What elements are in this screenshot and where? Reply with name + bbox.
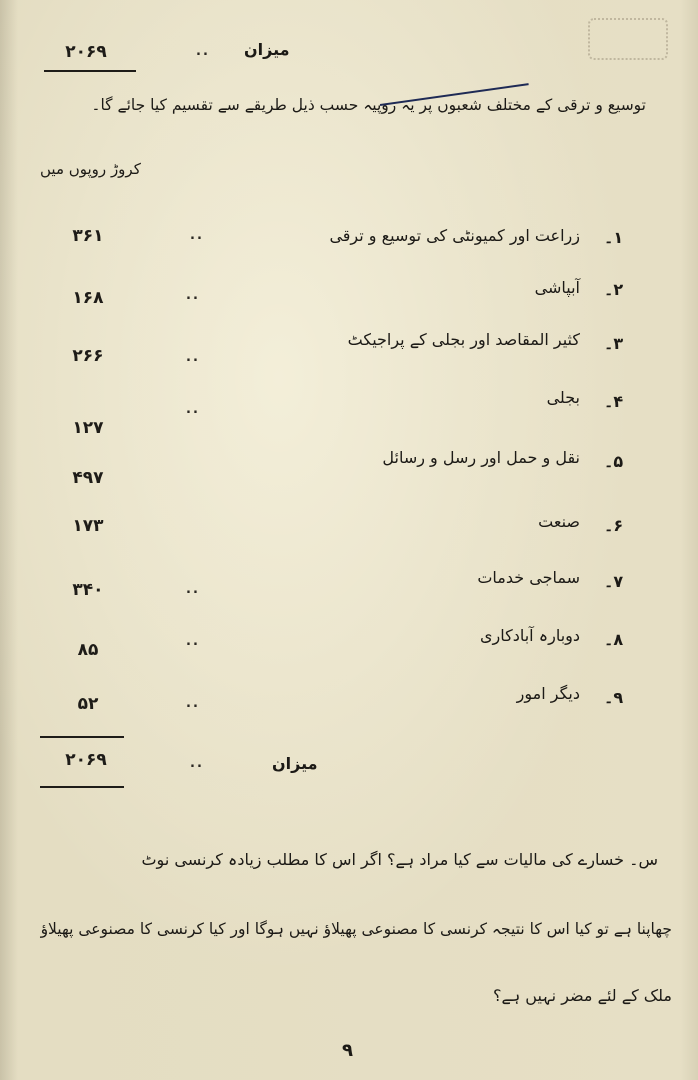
item-9-index: ۹۔ <box>604 688 624 707</box>
item-6-amount: ۱۷۳ <box>72 516 104 536</box>
header-label: میزان <box>244 40 290 59</box>
item-2-index: ۲۔ <box>604 280 624 299</box>
item-1-label: زراعت اور کمیونٹی کی توسیع و ترقی <box>329 226 580 245</box>
item-8-index: ۸۔ <box>604 630 624 649</box>
total-dots: .. <box>190 756 204 771</box>
item-7-amount: ۳۴۰ <box>72 580 104 600</box>
item-2-label: آبپاشی <box>534 278 580 297</box>
item-3-amount: ۲۶۶ <box>72 346 104 366</box>
header-dots: .. <box>196 44 210 59</box>
item-6-label: صنعت <box>538 512 580 531</box>
item-1-index: ۱۔ <box>604 228 624 247</box>
item-2-amount: ۱۶۸ <box>72 288 104 308</box>
item-8-label: دوبارہ آبادکاری <box>479 626 580 645</box>
total-bottom-rule <box>40 786 124 788</box>
total-amount: ۲۰۶۹ <box>65 750 107 770</box>
item-5-label: نقل و حمل اور رسل و رسائل <box>382 448 580 467</box>
faded-stamp-mark <box>588 18 668 60</box>
item-3-dots: .. <box>186 350 200 365</box>
header-carried-total: ۲۰۶۹ <box>65 42 107 62</box>
item-9-label: دیگر امور <box>516 684 580 703</box>
item-5-amount: ۴۹۷ <box>72 468 104 488</box>
header-underline <box>44 70 136 72</box>
total-label: میزان <box>272 754 318 773</box>
item-2-dots: .. <box>186 288 200 303</box>
item-4-label: بجلی <box>546 388 580 407</box>
item-9-dots: .. <box>186 696 200 711</box>
item-4-dots: .. <box>186 402 200 417</box>
question-line-2: چھاپنا ہے تو کیا اس کا نتیجہ کرنسی کا مصنوعی پھیلاؤ نہیں ہوگا اور کیا کرنسی کا مصنوعی پھیلاؤ <box>40 920 672 938</box>
item-1-dots: .. <box>190 228 204 243</box>
item-3-index: ۳۔ <box>604 334 624 353</box>
total-top-rule <box>40 736 124 738</box>
page-number: ۹ <box>342 1040 353 1061</box>
item-4-amount: ۱۲۷ <box>72 418 104 438</box>
question-line-3: ملک کے لئے مضر نہیں ہے؟ <box>492 986 672 1005</box>
item-5-index: ۵۔ <box>604 452 624 471</box>
item-6-index: ۶۔ <box>604 516 624 535</box>
item-7-dots: .. <box>186 582 200 597</box>
item-8-amount: ۸۵ <box>77 640 99 660</box>
item-3-label: کثیر المقاصد اور بجلی کے پراجیکٹ <box>347 330 580 349</box>
intro-sentence: توسیع و ترقی کے مختلف شعبوں پر یہ روپیہ حسب ذیل طریقے سے تقسیم کیا جائے گا۔ <box>91 96 646 114</box>
item-7-label: سماجی خدمات <box>477 568 580 587</box>
item-9-amount: ۵۲ <box>77 694 99 714</box>
item-1-amount: ۳۶۱ <box>72 226 104 246</box>
item-8-dots: .. <box>186 634 200 649</box>
unit-label: کروڑ روپوں میں <box>40 160 141 178</box>
question-line-1: س۔ خسارے کی مالیات سے کیا مراد ہے؟ اگر اس کا مطلب زیادہ کرنسی نوٹ <box>141 850 658 869</box>
item-4-index: ۴۔ <box>604 392 624 411</box>
item-7-index: ۷۔ <box>604 572 624 591</box>
